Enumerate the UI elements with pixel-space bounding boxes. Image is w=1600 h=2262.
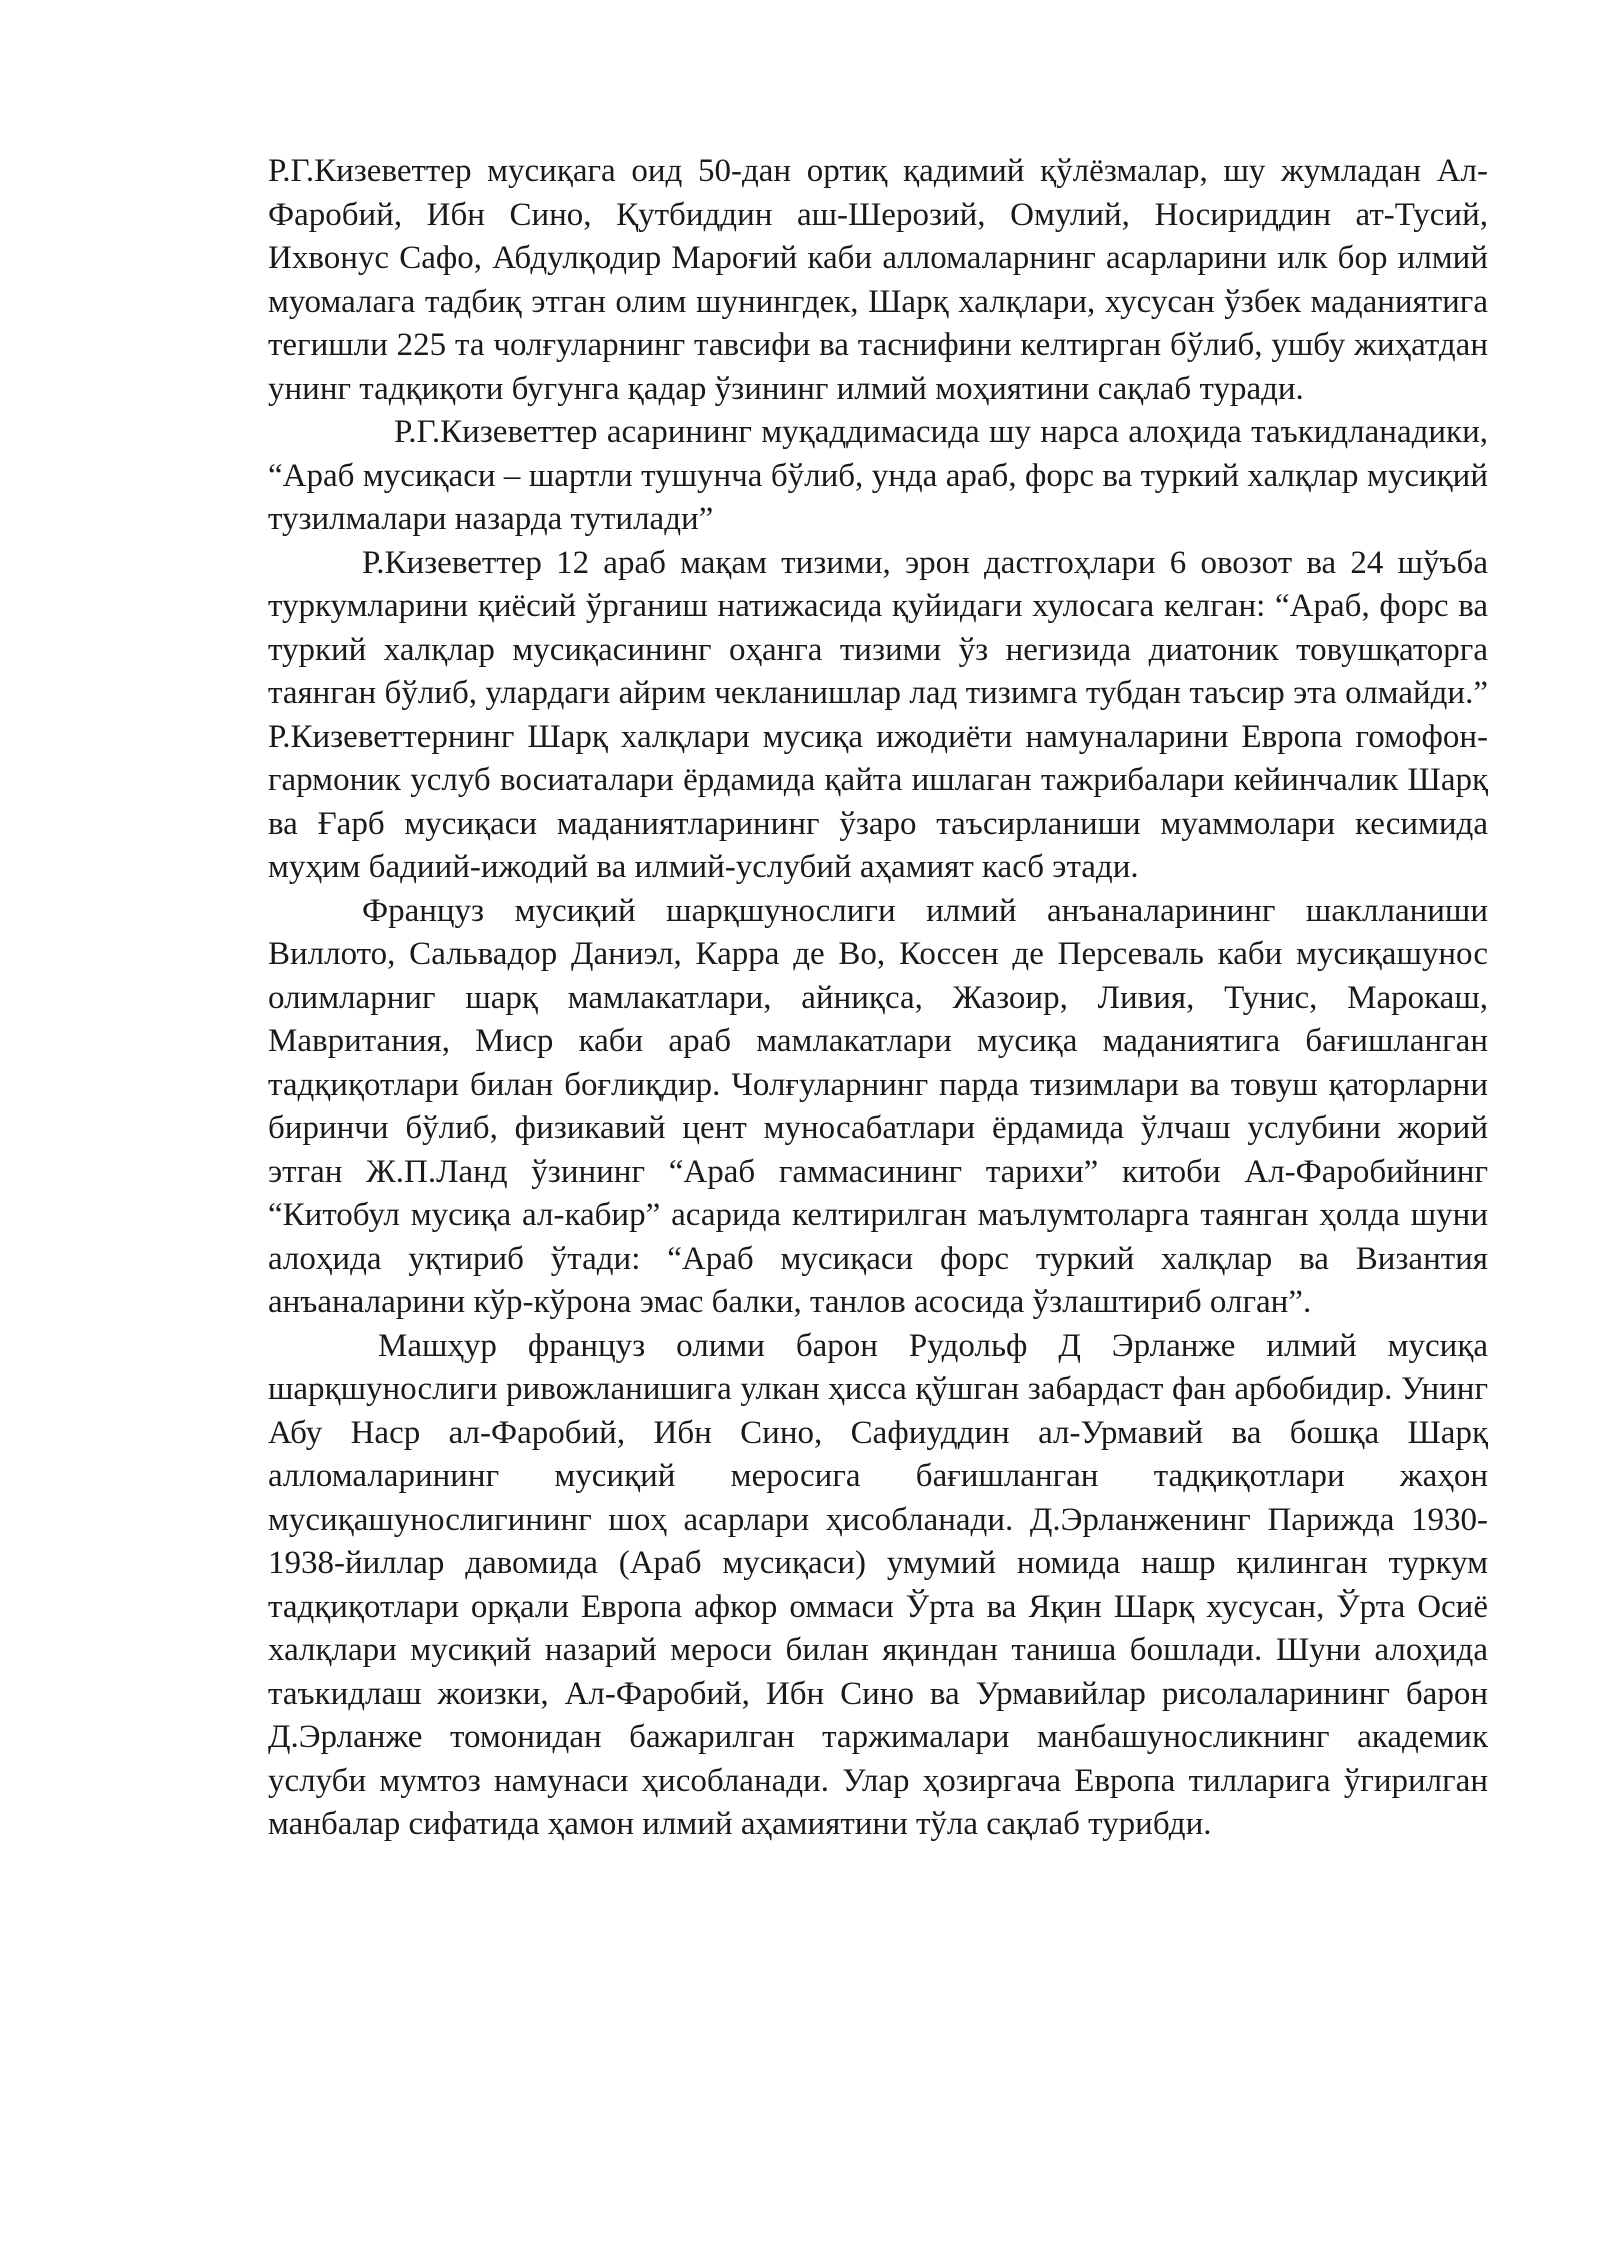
paragraph-erlanger: Машҳур француз олими барон Рудольф Д Эрланже илмий мусиқа шарқшунослиги ривожланишига улкан ҳисса қўшган забардаст фан арбобидир. Унинг Абу Наср ал-Фаробий, Ибн Сино, Сафиуддин ал-Урмавий ва бошқа Шарқ алломаларининг мусиқий меросига бағишланган тадқиқотлари жаҳон мусиқашунослигининг шоҳ асарлари ҳисобланади. Д.Эрланженинг Парижда 1930-1938-йиллар давомида (Араб мусиқаси) умумий номида нашр қилинган туркум тадқиқотлари орқали Европа афкор оммаси Ўрта ва Яқин Шарқ хусусан, Ўрта Осиё халқлари мусиқий назарий мероси билан яқиндан таниша бошлади. Шуни алоҳида таъкидлаш жоизки, Ал-Фаробий, Ибн Сино ва Урмавийлар рисолаларининг барон Д.Эрланже томонидан бажарилган таржималари манбашуносликнинг академик услуби мумтоз намунаси ҳисобланади. Улар ҳозиргача Европа тилларига ўгирилган манбалар сифатида ҳамон илмий аҳамиятини тўла сақлаб турибди.: [268, 1327, 1488, 1842]
paragraph-arab-music-definition: Р.Г.Кизеветтер асарининг муқаддимасида шу нарса алоҳида таъкидланадики, “Араб мусиқаси – шартли тушунча бўлиб, унда араб, форс ва туркий халқлар мусиқий тузилмалари назарда тутилади”: [268, 414, 1488, 537]
document-body: [268, 150, 1488, 1847]
paragraph-kizevetter-manuscripts: Р.Г.Кизеветтер мусиқага оид 50-дан ортиқ қадимий қўлёзмалар, шу жумладан Ал-Фаробий, Ибн Сино, Қутбиддин аш-Шерозий, Омулий, Носириддин ат-Тусий, Ихвонус Сафо, Абдулқодир Мароғий каби алломаларнинг асарларини илк бор илмий муомалага тадбиқ этган олим шунингдек, Шарқ халқлари, хусусан ўзбек маданиятига тегишли 225 та чолғуларнинг тавсифи ва таснифини келтирган бўлиб, ушбу жиҳатдан унинг тадқиқоти бугунга қадар ўзининг илмий моҳиятини сақлаб туради.: [268, 153, 1488, 407]
paragraph-maqam-comparison: Р.Кизеветтер 12 араб мақам тизими, эрон дастгоҳлари 6 овозот ва 24 шўъба туркумларини қиёсий ўрганиш натижасида қуйидаги хулосага келган: “Араб, форс ва туркий халқлар мусиқасининг оҳанга тизими ўз негизида диатоник товушқаторга таянган бўлиб, улардаги айрим чекланишлар лад тизимга тубдан таъсир эта олмайди.” Р.Кизеветтернинг Шарқ халқлари мусиқа ижодиёти намуналарини Европа гомофон-гармоник услуб восиаталари ёрдамида қайта ишлаган тажрибалари кейинчалик Шарқ ва Ғарб мусиқаси маданиятларининг ўзаро таъсирланиши муаммолари кесимида муҳим бадиий-ижодий ва илмий-услубий аҳамият касб этади.: [268, 544, 1488, 885]
paragraph-french-orientalism: Француз мусиқий шарқшунослиги илмий анъаналарининг шаклланиши Виллото, Сальвадор Даниэл, Карра де Во, Коссен де Персеваль каби мусиқашунос олимларниг шарқ мамлакатлари, айниқса, Жазоир, Ливия, Тунис, Марокаш, Мавритания, Миср каби араб мамлакатлари мусиқа маданиятига бағишланган тадқиқотлари билан боғлиқдир. Чолғуларнинг парда тизимлари ва товуш қаторларни биринчи бўлиб, физикавий цент муносабатлари ёрдамида ўлчаш услубини жорий этган Ж.П.Ланд ўзининг “Араб гаммасининг тарихи” китоби Ал-Фаробийнинг “Китобул мусиқа ал-кабир” асарида келтирилган маълумтоларга таянган ҳолда шуни алоҳида уқтириб ўтади: “Араб мусиқаси форс туркий халқлар ва Византия анъаналарини кўр-кўрона эмас балки, танлов асосида ўзлаштириб олган”.: [268, 892, 1488, 1320]
